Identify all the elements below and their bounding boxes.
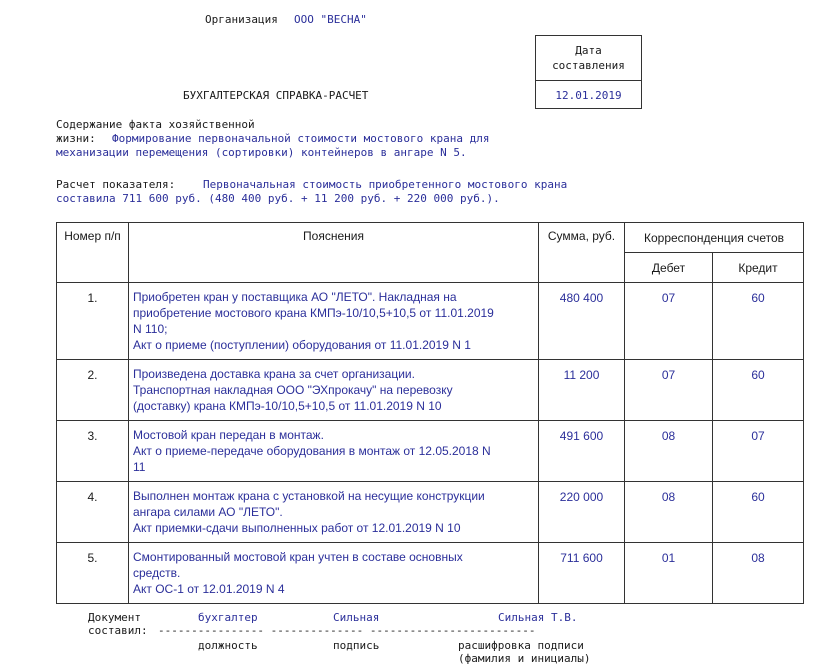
document-title: БУХГАЛТЕРСКАЯ СПРАВКА-РАСЧЕТ	[183, 89, 369, 102]
row-description-line: Акт приемки-сдачи выполненных работ от 12.01.2019 N 10	[133, 521, 461, 535]
row-description	[129, 283, 539, 360]
row-sum: 491 600	[539, 421, 625, 482]
date-label-line-2: составления	[552, 59, 625, 72]
row-credit: 08	[713, 543, 804, 604]
row-description-line: 11	[133, 460, 146, 474]
table-row	[57, 283, 804, 360]
row-number: 3.	[57, 421, 129, 482]
calculation-label: Расчет показателя:	[56, 178, 176, 191]
header-credit: Кредит	[713, 253, 804, 283]
row-description-line: Смонтированный мостовой кран учтен в составе основных	[133, 550, 463, 564]
row-description-line: Произведена доставка крана за счет организации.	[133, 367, 415, 381]
row-description-line: Акт ОС-1 от 12.01.2019 N 4	[133, 582, 285, 596]
signature-dashes: ---------------- -------------- -------------------------	[158, 624, 536, 637]
row-number: 4.	[57, 482, 129, 543]
table-row	[57, 421, 804, 482]
table-row	[57, 360, 804, 421]
row-description	[129, 421, 539, 482]
row-description-line: Мостовой кран передан в монтаж.	[133, 428, 324, 442]
row-description-line: N 110;	[133, 322, 168, 336]
organization-value: ООО "ВЕСНА"	[294, 13, 367, 26]
row-sum: 711 600	[539, 543, 625, 604]
row-description	[129, 360, 539, 421]
row-credit: 60	[713, 360, 804, 421]
row-description-line: Транспортная накладная ООО "ЭХпрокачу" на перевозку	[133, 383, 453, 397]
signature-position: бухгалтер	[198, 611, 258, 624]
signature-decoding: Сильная Т.В.	[498, 611, 578, 624]
row-credit: 07	[713, 421, 804, 482]
calculation-text-1: Первоначальная стоимость приобретенного мостового крана	[203, 178, 568, 191]
table-row	[57, 482, 804, 543]
caption-decoding-1: расшифровка подписи	[458, 639, 584, 652]
signature-sign: Сильная	[333, 611, 380, 624]
header-debit: Дебет	[625, 253, 713, 283]
row-sum: 220 000	[539, 482, 625, 543]
row-number: 5.	[57, 543, 129, 604]
row-sum: 480 400	[539, 283, 625, 360]
caption-position: должность	[198, 639, 258, 652]
row-description	[129, 482, 539, 543]
date-label	[536, 36, 641, 81]
signature-label-2: составил:	[88, 624, 148, 637]
row-description-line: Акт о приеме-передаче оборудования в монтаж от 12.05.2018 N	[133, 444, 491, 458]
row-description-line: Выполнен монтаж крана с установкой на несущие конструкции	[133, 489, 485, 503]
table-row	[57, 543, 804, 604]
caption-sign: подпись	[333, 639, 380, 652]
row-debit: 07	[625, 283, 713, 360]
row-credit: 60	[713, 482, 804, 543]
row-sum: 11 200	[539, 360, 625, 421]
row-description-line: приобретение мостового крана КМПэ-10/10,5+10,5 от 11.01.2019	[133, 306, 494, 320]
content-label-1: Содержание факта хозяйственной	[56, 118, 255, 131]
date-label-line-1: Дата	[575, 44, 602, 57]
header-sum: Сумма, руб.	[539, 223, 625, 283]
content-text-2: механизации перемещения (сортировки) контейнеров в ангаре N 5.	[56, 146, 467, 159]
row-number: 1.	[57, 283, 129, 360]
signature-label-1: Документ	[88, 611, 141, 624]
date-value: 12.01.2019	[555, 88, 622, 102]
row-debit: 07	[625, 360, 713, 421]
row-debit: 08	[625, 482, 713, 543]
accounting-table	[56, 222, 804, 604]
content-label-2: жизни:	[56, 132, 96, 145]
content-text-1: Формирование первоначальной стоимости мостового крана для	[112, 132, 490, 145]
calculation-text-2: составила 711 600 руб. (480 400 руб. + 11 200 руб. + 220 000 руб.).	[56, 192, 500, 205]
row-description-line: ангара силами АО "ЛЕТО".	[133, 505, 283, 519]
row-debit: 08	[625, 421, 713, 482]
header-desc: Пояснения	[129, 223, 539, 283]
row-description-line: Приобретен кран у поставщика АО "ЛЕТО". Накладная на	[133, 290, 457, 304]
caption-decoding-2: (фамилия и инициалы)	[458, 652, 591, 665]
row-description-line: (доставку) крана КМПэ-10/10,5+10,5 от 11.01.2019 N 10	[133, 399, 442, 413]
row-debit: 01	[625, 543, 713, 604]
row-number: 2.	[57, 360, 129, 421]
row-credit: 60	[713, 283, 804, 360]
header-correspondence: Корреспонденция счетов	[625, 223, 804, 253]
row-description-line: средств.	[133, 566, 181, 580]
row-description	[129, 543, 539, 604]
organization-label: Организация	[205, 13, 278, 26]
header-num: Номер п/п	[57, 223, 129, 283]
row-description-line: Акт о приеме (поступлении) оборудования от 11.01.2019 N 1	[133, 338, 471, 352]
date-box	[535, 35, 642, 109]
